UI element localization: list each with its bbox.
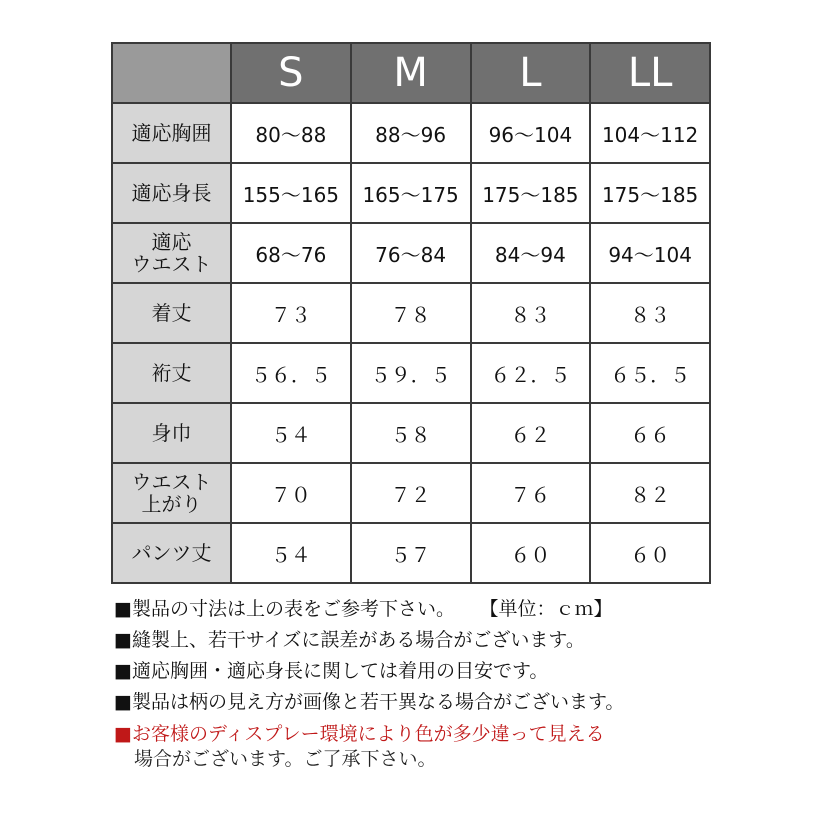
table-cell: ８２ — [590, 463, 710, 523]
table-cell: 175～185 — [590, 163, 710, 223]
size-chart-table — [111, 42, 711, 584]
warning-line2: 場合がございます。ご了承下さい。 — [134, 748, 437, 770]
table-cell: ７３ — [231, 283, 351, 343]
row-label: 適応身長 — [112, 163, 231, 223]
table-cell: 165～175 — [351, 163, 471, 223]
table-row — [112, 103, 710, 163]
table-cell: ５８ — [351, 403, 471, 463]
row-label — [112, 463, 231, 523]
row-label-line1: 適応 — [151, 230, 192, 254]
note-sewing-error: ■縫製上、若干サイズに誤差がある場合がございます。 — [114, 629, 585, 651]
row-label: 身巾 — [112, 403, 231, 463]
table-row — [112, 403, 710, 463]
row-label: 裄丈 — [112, 343, 231, 403]
table-cell: ７２ — [351, 463, 471, 523]
table-cell: ５４ — [231, 523, 351, 583]
note-dimensions — [114, 594, 754, 625]
table-cell: ５７ — [351, 523, 471, 583]
table-cell: ６２ — [471, 403, 591, 463]
header-size-m: M — [351, 43, 471, 103]
table-cell: ７０ — [231, 463, 351, 523]
table-cell: 80～88 — [231, 103, 351, 163]
table-cell: ５６．５ — [231, 343, 351, 403]
table-row — [112, 283, 710, 343]
header-corner-cell — [112, 43, 231, 103]
table-cell: 104～112 — [590, 103, 710, 163]
table-cell: ６２．５ — [471, 343, 591, 403]
note-dimensions-text: ■製品の寸法は上の表をご参考下さい。 — [114, 598, 455, 620]
header-size-s: S — [231, 43, 351, 103]
table-cell: 96～104 — [471, 103, 591, 163]
table-cell: 88～96 — [351, 103, 471, 163]
table-cell: ７６ — [471, 463, 591, 523]
table-cell: ５９．５ — [351, 343, 471, 403]
table-cell: ６５．５ — [590, 343, 710, 403]
table-cell: 68～76 — [231, 223, 351, 283]
row-label-line2: 上がり — [141, 492, 202, 516]
row-label — [112, 223, 231, 283]
size-header-row — [112, 43, 710, 103]
table-cell: 76～84 — [351, 223, 471, 283]
table-cell: 175～185 — [471, 163, 591, 223]
table-cell: ８３ — [590, 283, 710, 343]
table-row — [112, 463, 710, 523]
table-row — [112, 223, 710, 283]
header-size-l: L — [471, 43, 591, 103]
table-cell: ６０ — [471, 523, 591, 583]
header-size-ll: LL — [590, 43, 710, 103]
table-cell: 94～104 — [590, 223, 710, 283]
row-label-line1: ウエスト — [131, 470, 212, 494]
table-row — [112, 163, 710, 223]
row-label-line2: ウエスト — [131, 252, 212, 276]
row-label: 適応胸囲 — [112, 103, 231, 163]
row-label: パンツ丈 — [112, 523, 231, 583]
warning-line1: ■お客様のディスプレー環境により色が多少違って見える — [114, 723, 605, 745]
note-pattern-difference: ■製品は柄の見え方が画像と若干異なる場合がございます。 — [114, 691, 625, 713]
table-cell: ６０ — [590, 523, 710, 583]
unit-label: 【単位：ｃｍ】 — [488, 598, 613, 620]
note-fit-guide: ■適応胸囲・適応身長に関しては着用の目安です。 — [114, 660, 549, 682]
table-cell: ６６ — [590, 403, 710, 463]
table-cell: 84～94 — [471, 223, 591, 283]
notes-block — [114, 594, 754, 772]
table-row — [112, 523, 710, 583]
table-cell: ８３ — [471, 283, 591, 343]
row-label: 着丈 — [112, 283, 231, 343]
table-cell: ５４ — [231, 403, 351, 463]
table-cell: 155～165 — [231, 163, 351, 223]
note-display-color-warning — [114, 722, 754, 772]
table-row — [112, 343, 710, 403]
table-cell: ７８ — [351, 283, 471, 343]
